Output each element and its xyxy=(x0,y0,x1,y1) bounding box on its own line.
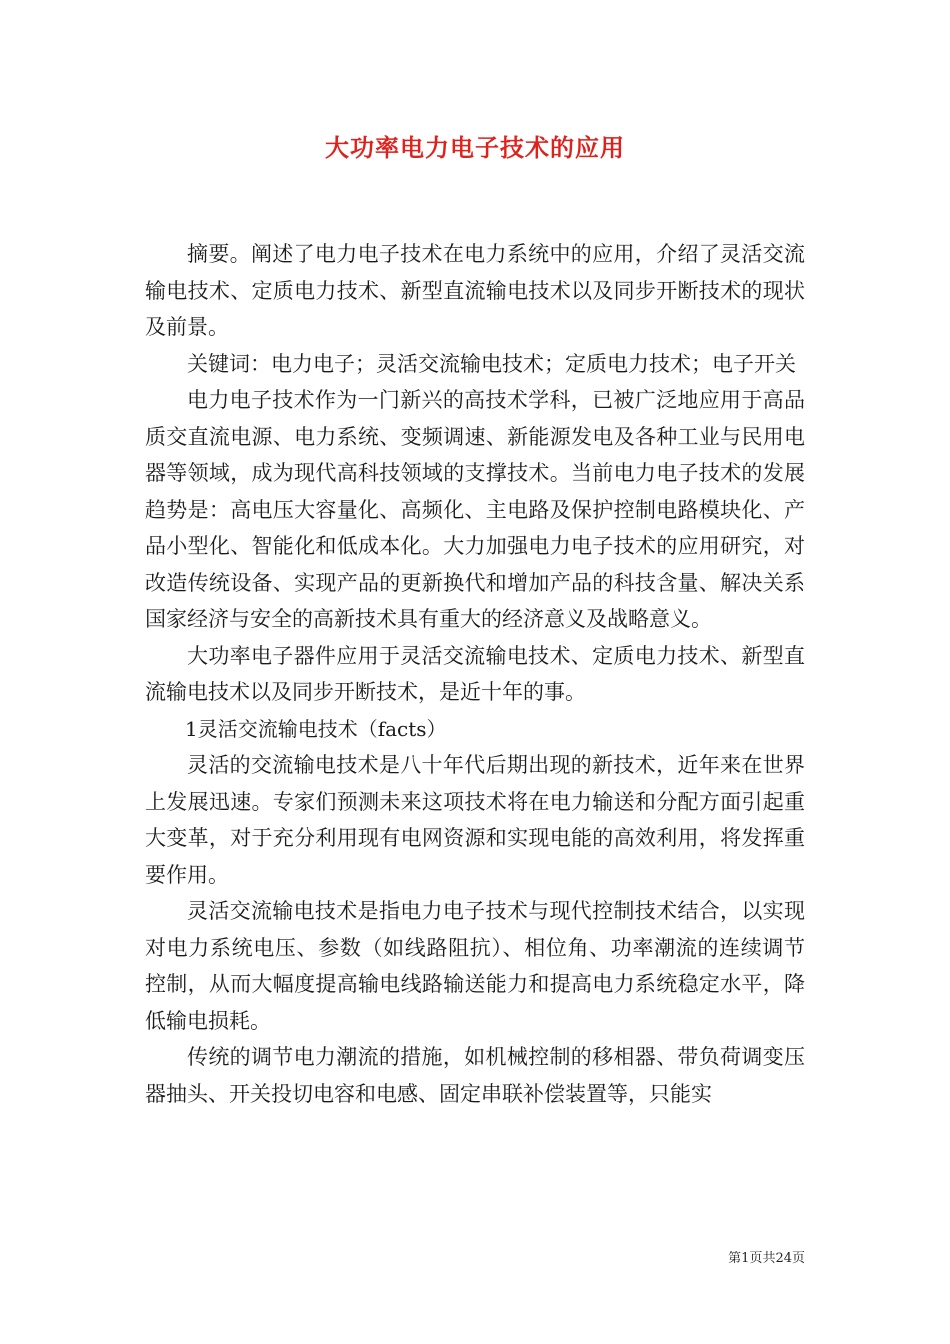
body-paragraph: 大功率电子器件应用于灵活交流输电技术、定质电力技术、新型直流输电技术以及同步开断技术，是近十年的事。 xyxy=(145,643,805,704)
section-heading: 1灵活交流输电技术（facts） xyxy=(185,716,447,741)
body-paragraph: 电力电子技术作为一门新兴的高技术学科，已被广泛地应用于高品质交直流电源、电力系统、变频调速、新能源发电及各种工业与民用电器等领域，成为现代高科技领域的支撑技术。当前电力电子技术的发展趋势是：高电压大容量化、高频化、主电路及保护控制电路模块化、产品小型化、智能化和低成本化。大力加强电力电子技术的应用研究，对改造传统设备、实现产品的更新换代和增加产品的科技含量、解决关系国家经济与安全的高新技术具有重大的经济意义及战略意义。 xyxy=(145,388,805,631)
body-paragraph: 传统的调节电力潮流的措施，如机械控制的移相器、带负荷调变压器抽头、开关投切电容和电感、固定串联补偿装置等，只能实 xyxy=(145,1045,805,1106)
body-paragraph: 灵活交流输电技术是指电力电子技术与现代控制技术结合，以实现对电力系统电压、参数（如线路阻抗）、相位角、功率潮流的连续调节控制，从而大幅度提高输电线路输送能力和提高电力系统稳定水平，降低输电损耗。 xyxy=(145,899,805,1033)
document-title: 大功率电力电子技术的应用 xyxy=(325,133,625,162)
abstract-paragraph: 摘要。阐述了电力电子技术在电力系统中的应用，介绍了灵活交流输电技术、定质电力技术、新型直流输电技术以及同步开断技术的现状及前景。 xyxy=(145,242,805,339)
document-body xyxy=(145,236,805,1112)
keywords-paragraph: 关键词：电力电子；灵活交流输电技术；定质电力技术；电子开关 xyxy=(187,351,796,376)
body-paragraph: 灵活的交流输电技术是八十年代后期出现的新技术，近年来在世界上发展迅速。专家们预测未来这项技术将在电力输送和分配方面引起重大变革，对于充分利用现有电网资源和实现电能的高效利用，将发挥重要作用。 xyxy=(145,753,805,887)
page-number: 第1页共24页 xyxy=(728,1251,805,1266)
